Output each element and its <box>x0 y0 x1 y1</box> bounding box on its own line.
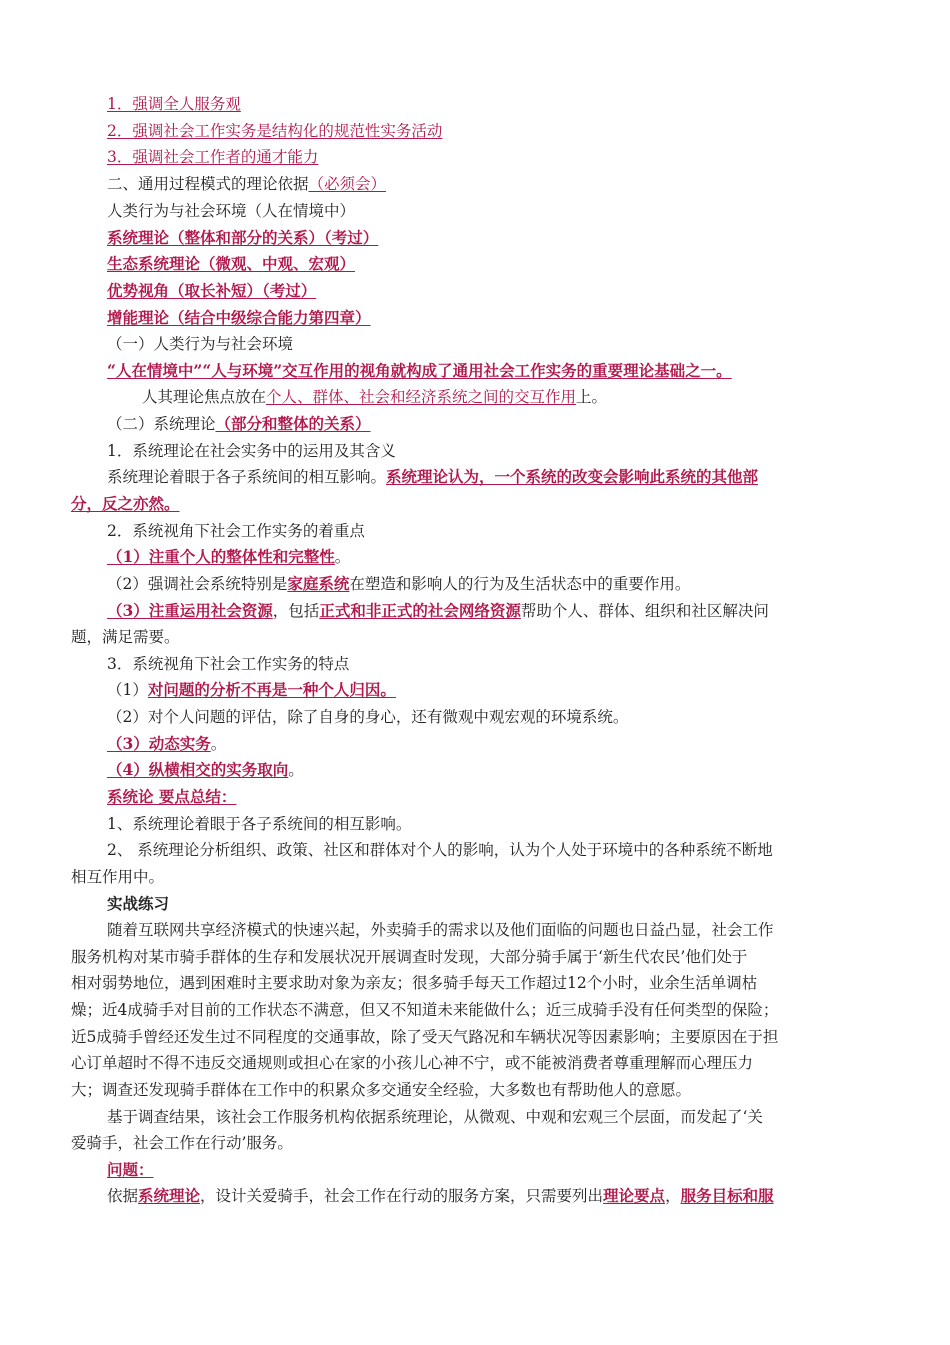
text: 燥；近4成骑手对目前的工作状态不满意，但又不知道未来能做什么；近三成骑手没有任何类型的保险； <box>71 1001 779 1019</box>
case-paragraph-line <box>71 1053 753 1073</box>
summary-title <box>107 787 236 807</box>
text: 2、 系统理论分析组织、政策、社区和群体对个人的影响，认为个人处于环境中的各种系统不断地 <box>107 841 773 859</box>
text: （二）系统理论 <box>107 415 216 433</box>
systems-theory-line <box>107 228 378 248</box>
text: 生态系统理论（微观、中观、宏观） <box>107 254 356 273</box>
case-paragraph-line <box>71 973 757 993</box>
text: 系统论 要点总结： <box>107 787 237 806</box>
text: （一）人类行为与社会环境 <box>107 335 294 353</box>
text: 爱骑手，社会工作在行动’服务。 <box>71 1134 293 1152</box>
text: 增能理论（结合中级综合能力第四章） <box>107 308 371 327</box>
text: 1、系统理论着眼于各子系统间的相互影响。 <box>107 815 412 833</box>
highlight: 理论要点 <box>603 1186 666 1205</box>
feature-2 <box>107 707 628 727</box>
empowerment-theory-line <box>107 308 371 328</box>
text: 依据 <box>107 1187 139 1205</box>
text: 人类行为与社会环境（人在情境中） <box>107 202 356 220</box>
heading-holistic-service <box>107 94 241 114</box>
highlight: 正式和非正式的社会网络资源 <box>319 601 521 620</box>
text: ，包括 <box>272 602 320 620</box>
case-paragraph-line <box>71 1133 293 1153</box>
text: 随着互联网共享经济模式的快速兴起，外卖骑手的需求以及他们面临的问题也日益凸显，社会工作 <box>107 921 774 939</box>
text: 相对弱势地位，遇到困难时主要求助对象为亲友；很多骑手每天工作超过12个小时，业余生活单调枯 <box>71 974 758 992</box>
ecosystem-theory-line <box>107 254 355 274</box>
text: 基于调查结果，该社会工作服务机构依据系统理论，从微观、中观和宏观三个层面，而发起了‘关 <box>107 1108 763 1126</box>
text: 。 <box>288 761 304 779</box>
item-3-title <box>107 654 349 674</box>
text: 实战练习 <box>107 894 170 913</box>
text: 分，反之亦然。 <box>71 494 180 513</box>
text: 近5成骑手曾经还发生过不同程度的交通事故，除了受天气路况和车辆状况等因素影响；主要原因在于担 <box>71 1028 779 1046</box>
highlight: （部分和整体的关系） <box>215 414 371 433</box>
summary-2-cont <box>71 867 164 887</box>
focus-3 <box>107 601 769 621</box>
item-1-title <box>107 441 396 461</box>
highlight: （4）纵横相交的实务取向 <box>107 760 289 779</box>
case-paragraph-line <box>71 947 747 967</box>
text: 1．系统理论在社会实务中的运用及其含义 <box>107 442 396 460</box>
text: 1．强调全人服务观 <box>107 95 241 113</box>
person-in-environment-line <box>107 201 355 221</box>
text: 帮助个人、群体、组织和社区解决问 <box>520 602 769 620</box>
highlight: （1）注重个人的整体性和完整性 <box>107 547 335 566</box>
text: 题，满足需要。 <box>71 628 180 646</box>
text: 人其理论焦点放在 <box>142 388 267 406</box>
text: （2）强调社会系统特别是 <box>107 575 288 593</box>
text: 。 <box>210 735 227 753</box>
text: 3．系统视角下社会工作实务的特点 <box>107 655 350 673</box>
feature-3 <box>107 734 226 754</box>
text: ，设计关爱骑手，社会工作在行动的服务方案，只需要列出 <box>200 1187 604 1205</box>
highlight: 对问题的分析不再是一种个人归因。 <box>147 680 396 699</box>
text: 大；调查还发现骑手群体在工作中的积累众多交通安全经验，大多数也有帮助他人的意愿。 <box>71 1081 692 1099</box>
theory-focus-line <box>142 387 607 407</box>
feature-1 <box>107 680 396 700</box>
text: （2）对个人问题的评估，除了自身的身心，还有微观中观宏观的环境系统。 <box>107 708 629 726</box>
text: 二、通用过程模式的理论依据 <box>107 175 309 193</box>
highlight: 系统理论 <box>138 1186 201 1205</box>
text: （1） <box>107 681 148 699</box>
text: 。 <box>334 548 351 566</box>
systems-theory-definition-cont <box>71 494 180 514</box>
question-text <box>107 1186 774 1206</box>
case-paragraph-line <box>71 1027 778 1047</box>
case-paragraph-line <box>107 920 774 940</box>
highlight: 系统理论认为，一个系统的改变会影响此系统的其他部 <box>386 467 759 486</box>
person-environment-statement <box>107 361 732 381</box>
question-title <box>107 1160 154 1180</box>
systems-theory-definition <box>107 467 758 487</box>
text: 在塑造和影响人的行为及生活状态中的重要作用。 <box>349 575 691 593</box>
text: 系统理论着眼于各子系统间的相互影响。 <box>107 468 387 486</box>
must-know-tag: （必须会） <box>308 175 387 193</box>
text: 问题： <box>107 1160 154 1179</box>
highlight: （3）注重运用社会资源 <box>107 601 273 620</box>
case-paragraph-line <box>107 1107 763 1127</box>
text: 相互作用中。 <box>71 868 165 886</box>
case-paragraph-line <box>71 1080 691 1100</box>
focus-2 <box>107 574 690 594</box>
feature-4 <box>107 760 304 780</box>
text: 2．系统视角下社会工作实务的着重点 <box>107 522 365 540</box>
text: 2．强调社会工作实务是结构化的规范性实务活动 <box>107 122 443 140</box>
case-paragraph-line <box>71 1000 778 1020</box>
heading-generalist-ability <box>107 147 318 167</box>
text: 3．强调社会工作者的通才能力 <box>107 148 319 166</box>
text: ， <box>665 1187 681 1205</box>
summary-1 <box>107 814 411 834</box>
strengths-perspective-line <box>107 281 316 301</box>
item-2-title <box>107 521 365 541</box>
section-theory-basis <box>107 174 386 194</box>
subsection-two-title <box>107 414 371 434</box>
text: 上。 <box>576 388 608 406</box>
highlight: 家庭系统 <box>287 574 350 593</box>
text: “人在情境中”“人与环境”交互作用的视角就构成了通用社会工作实务的重要理论基础之一。 <box>107 361 732 380</box>
focus-3-cont <box>71 627 180 647</box>
text: 心订单超时不得不违反交通规则或担心在家的小孩儿心神不宁，或不能被消费者尊重理解而心理压力 <box>71 1054 754 1072</box>
heading-structured-practice <box>107 121 442 141</box>
highlight: （3）动态实务 <box>107 734 211 753</box>
subsection-one-title <box>107 334 293 354</box>
practice-title <box>107 894 169 914</box>
highlight: 个人、群体、社会和经济系统之间的交互作用 <box>266 388 577 406</box>
text: 服务机构对某市骑手群体的生存和发展状况开展调查时发现，大部分骑手属于‘新生代农民’他们处于 <box>71 948 748 966</box>
text: 优势视角（取长补短）（考过） <box>107 281 317 300</box>
highlight: 服务目标和服 <box>680 1186 774 1205</box>
focus-1 <box>107 547 350 567</box>
summary-2 <box>107 840 773 860</box>
text: 系统理论（整体和部分的关系）（考过） <box>107 228 379 247</box>
